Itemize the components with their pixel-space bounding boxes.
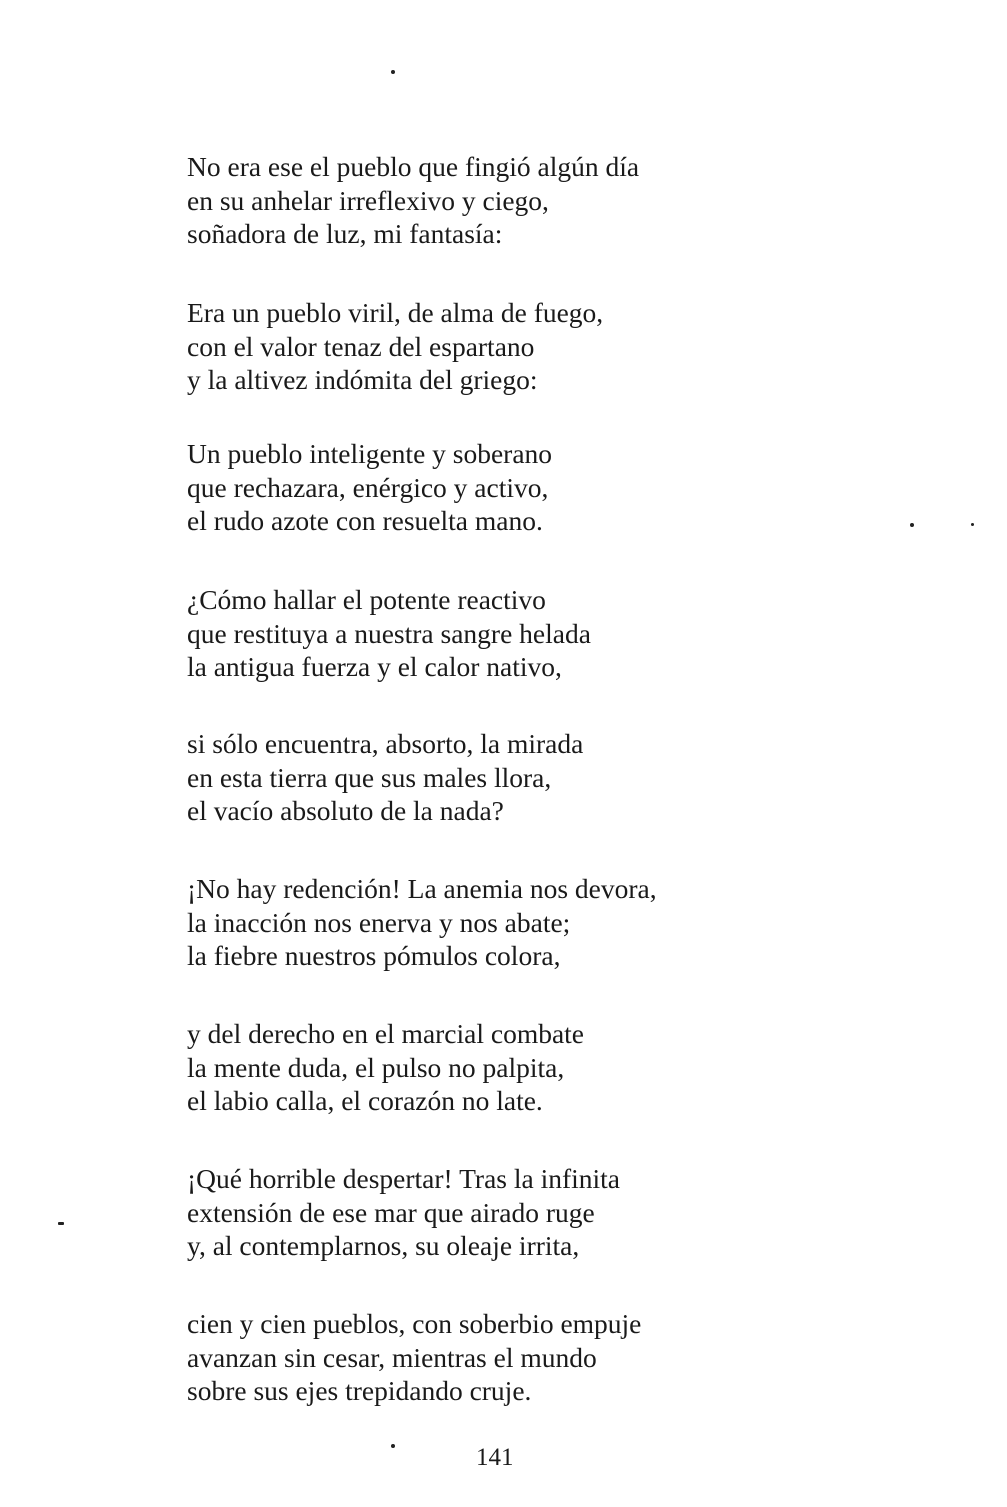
verse-line: el labio calla, el corazón no late. — [187, 1085, 543, 1116]
stanza-1 — [187, 150, 639, 251]
ink-speck — [58, 1222, 64, 1225]
verse-line: y del derecho en el marcial combate — [187, 1018, 585, 1049]
stanza-6 — [187, 872, 657, 973]
verse-line: la mente duda, el pulso no palpita, — [187, 1051, 565, 1083]
verse-line: la fiebre nuestros pómulos colora, — [187, 940, 561, 971]
verse-line: sobre sus ejes trepidando cruje. — [187, 1375, 532, 1406]
verse-line: avanzan sin cesar, mientras el mundo — [187, 1341, 597, 1373]
ink-speck — [391, 70, 395, 74]
verse-line: extensión de ese mar que airado ruge — [187, 1196, 595, 1228]
stanza-7 — [187, 1017, 584, 1118]
verse-line: con el valor tenaz del espartano — [187, 330, 535, 362]
verse-line: Un pueblo inteligente y soberano — [187, 438, 553, 469]
verse-line: que rechazara, enérgico y activo, — [187, 471, 549, 503]
stanza-5 — [187, 727, 583, 828]
verse-line: el rudo azote con resuelta mano. — [187, 505, 543, 536]
verse-line: si sólo encuentra, absorto, la mirada — [187, 728, 584, 759]
verse-line: ¡Qué horrible despertar! Tras la infinita — [187, 1163, 621, 1194]
stanza-8 — [187, 1162, 620, 1263]
verse-line: soñadora de luz, mi fantasía: — [187, 218, 503, 249]
verse-line: No era ese el pueblo que fingió algún día — [187, 151, 640, 182]
verse-line: que restituya a nuestra sangre helada — [187, 617, 591, 649]
verse-line: ¡No hay redención! La anemia nos devora, — [187, 873, 657, 904]
verse-line: la antigua fuerza y el calor nativo, — [187, 651, 562, 682]
verse-line: y, al contemplarnos, su oleaje irrita, — [187, 1230, 580, 1261]
verse-line: en su anhelar irreflexivo y ciego, — [187, 184, 549, 216]
stanza-4 — [187, 583, 591, 684]
stanza-9 — [187, 1307, 641, 1408]
stanza-3 — [187, 437, 552, 538]
page-number: 141 — [476, 1444, 514, 1471]
stanza-2 — [187, 296, 603, 397]
verse-line: y la altivez indómita del griego: — [187, 364, 538, 395]
ink-speck — [391, 1444, 395, 1448]
verse-line: la inacción nos enerva y nos abate; — [187, 906, 571, 938]
verse-line: ¿Cómo hallar el potente reactivo — [187, 584, 546, 615]
verse-line: el vacío absoluto de la nada? — [187, 795, 504, 826]
ink-speck — [910, 523, 914, 527]
verse-line: en esta tierra que sus males llora, — [187, 761, 552, 793]
ink-speck — [971, 523, 974, 526]
verse-line: Era un pueblo viril, de alma de fuego, — [187, 297, 604, 328]
verse-line: cien y cien pueblos, con soberbio empuje — [187, 1308, 642, 1339]
